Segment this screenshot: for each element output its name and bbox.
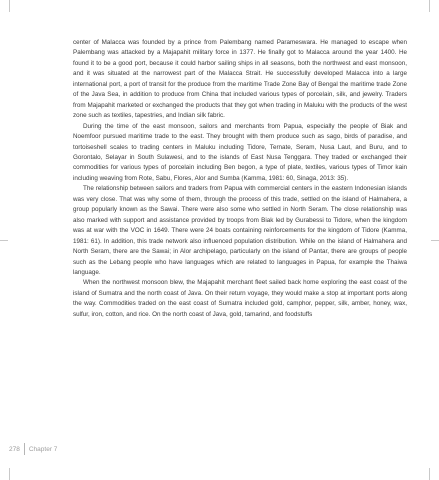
paragraph-2: During the time of the east monsoon, sailors and merchants from Papua, especially the people of Biak and Noemfoor pursued maritime trade to the east. They brought with them produce such as sago, birds of paradise, and tortoiseshell scales to trading centers in Maluku including Tidore, Ternate, Seram, Nusa Laut, and Buru, and to Gorontalo, Selayar in South Sulawesi, and to the islands of East Nusa Tenggara. They traded or exchanged their commodities for various types of porcelain including Ben begon, a type of plate, textiles, various types of Timor kain including weaving from Rote, Sabu, Flores, Alor and Sumba (Kamma, 1981: 60, Sinaga, 2013: 35). xyxy=(73,122,407,182)
footer-divider xyxy=(24,443,25,455)
crop-mark-right-top xyxy=(429,0,430,12)
crop-mark-right-middle xyxy=(431,240,439,241)
crop-mark-right-bottom xyxy=(429,468,430,480)
crop-mark-left-top xyxy=(9,0,10,12)
body-text xyxy=(73,38,407,320)
crop-mark-left-bottom xyxy=(9,468,10,480)
paragraph-1: center of Malacca was founded by a prince from Palembang named Parameswara. He managed to escape when Palembang was attacked by a Majapahit military force in 1377. He finally got to Malacca around the year 1400. He found it to be a good port, because it could harbor sailing ships in all seasons, both the northwest and east monsoon, and it was situated at the narrowest part of the Malacca Strait. He successfully developed Malacca into a large international port, a port of transit for the produce from the maritime Trade Zone Bay of Bengal the maritime trade Zone of the Java Sea, in addition to produce from China that included various types of porcelain, silk, and jewelry. Traders from Majapahit marketed or exchanged the products that they got when trading in Maluku with the products of the west zone such as textiles, tapestries, and Indian silk fabric. xyxy=(73,39,407,120)
crop-mark-left-middle xyxy=(0,240,8,241)
page-footer xyxy=(9,443,57,455)
paragraph-4: When the northwest monsoon blew, the Majapahit merchant fleet sailed back home exploring the east coast of the island of Sumatra and the north coast of Java. On their return voyage, they would make a stop at important ports along the way. Commodities traded on the east coast of Sumatra included gold, camphor, pepper, silk, amber, honey, wax, sulfur, iron, cotton, and rice. On the north coast of Java, gold, tamarind, and foodstuffs xyxy=(73,279,407,318)
page-number: 278 xyxy=(9,445,20,453)
chapter-label: Chapter 7 xyxy=(28,445,58,453)
paragraph-3: The relationship between sailors and traders from Papua with commercial centers in the eastern Indonesian islands was very close. That was why some of them, through the process of this trade, settled on the island of Halmahera, a group popularly known as the Sawai. There were also some who settled in North Seram. The close relationship was also marked with support and assistance provided by troops from Biak led by Gurabessi to Tidore, when the kingdom was at war with the VOC in 1649. There were 24 boats containing reinforcements for the kingdom of Tidore (Kamma, 1981: 61). In addition, this trade network also influenced population distribution. While on the island of Halmahera and North Seram, there are the Sawai; in Alor archipelago, particularly on the island of Pantar, there are groups of people such as the Lebang people who have languages which are related to languages in Papua, for example the Thaiwa language. xyxy=(73,185,407,276)
